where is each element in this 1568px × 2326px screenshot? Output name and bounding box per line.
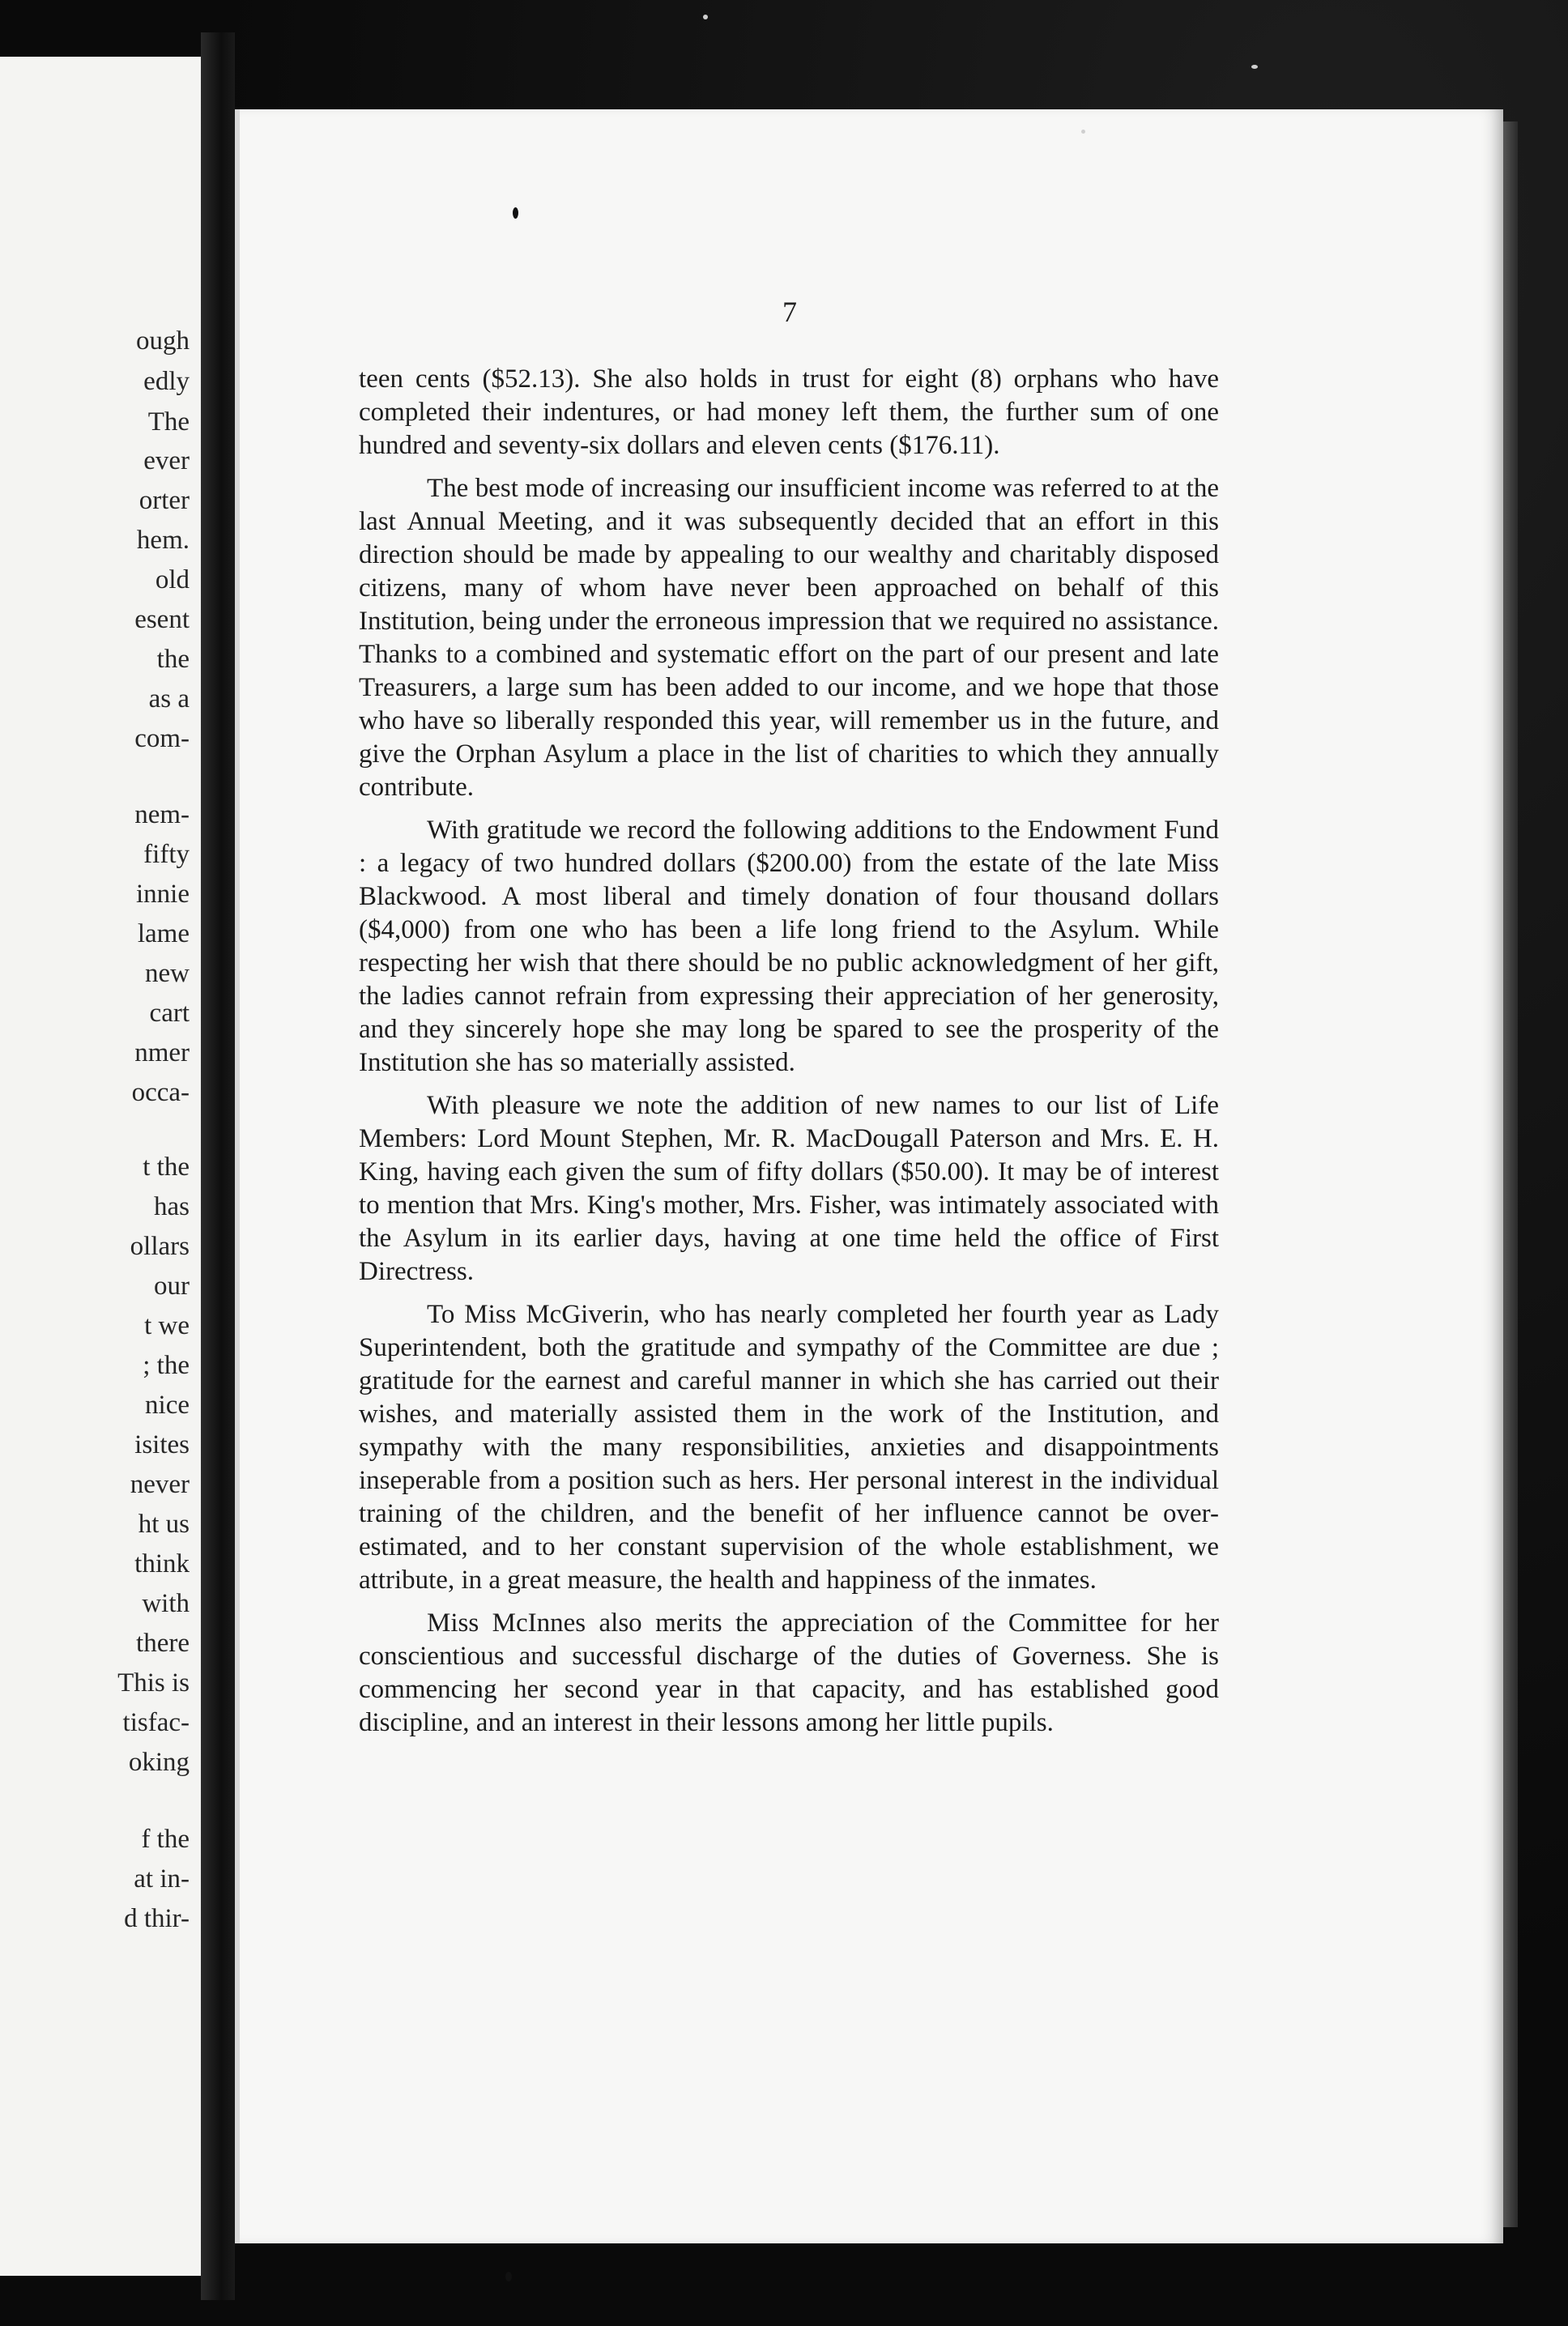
scan-speck [703,15,708,19]
left-page-fragment: isites [134,1430,190,1459]
scan-speck [1251,65,1258,69]
scan-speck [505,2272,512,2281]
left-page-fragment: nice [145,1391,190,1420]
left-page-fragment: edly [143,367,190,396]
scan-speck [1081,130,1085,134]
book-gutter [201,32,235,2300]
paragraph: The best mode of increasing our insufficient income was referred to at the last Annual Meeting, and it was subsequently decided that an effort in this direction should be made by appealing to our wealthy and charitably disposed citizens, many of whom have never been approached on behalf of this Institution, being under the erroneous impression that we required no assistance. Thanks to a combined and systematic effort on the part of our present and late Treasurers, a large sum has been added to our income, and we hope that those who have so liberally responded this year, will remember us in the future, and give the Orphan Asylum a place in the list of charities to which they annually contribute. [359,474,1219,802]
previous-page-edge [0,57,203,2276]
left-page-fragment: innie [136,880,190,909]
left-page-fragment: ever [143,446,190,475]
left-page-fragment: oking [128,1748,190,1777]
body-text [359,363,1219,1740]
left-page-fragment: old [155,565,190,594]
left-page-fragment: t the [143,1152,190,1182]
left-page-fragment: ht us [138,1510,190,1539]
left-page-fragment: hem. [136,526,190,555]
left-page-fragment: ough [136,326,190,356]
paragraph: Miss McInnes also merits the appreciation of the Committee for her conscientious and successful discharge of the duties of Governess. She is commencing her second year in that capacity, and has established good discipline, and an interest in their lessons among her little pupils. [359,1608,1219,1737]
left-page-fragment: with [142,1589,190,1618]
left-page-fragment: This is [117,1668,190,1698]
left-page-fragment: lame [137,919,190,948]
page-number: 7 [782,296,797,328]
left-page-fragment: nmer [134,1038,190,1067]
left-page-fragment: nem- [134,800,190,829]
left-page-fragment: d thir- [124,1904,190,1933]
left-page-fragment: new [145,959,190,988]
left-page-fragment: com- [134,724,190,753]
left-page-fragment: ollars [130,1232,190,1261]
left-page-fragment: t we [144,1311,190,1340]
left-page-fragment: esent [134,605,190,634]
left-page-fragment: has [154,1192,190,1221]
left-page-fragment: occa- [131,1078,190,1107]
left-page-fragment: never [130,1470,190,1499]
left-page-fragment: f the [141,1825,190,1854]
left-page-fragment: tisfac- [122,1708,190,1737]
left-page-fragment: think [134,1549,190,1578]
left-page-fragment: the [156,645,190,674]
left-page-fragment: our [154,1272,190,1301]
left-page-fragment: as a [148,684,190,714]
paragraph: With pleasure we note the addition of new names to our list of Life Members: Lord Mount Stephen, Mr. R. MacDougall Paterson and Mrs. E. H. King, having each given the sum of fifty dollars ($50.00). It may be of interest to mention that Mrs. King's mother, Mrs. Fisher, was intimately associated with the Asylum in its earlier days, having at one time held the office of First Directress. [359,1091,1219,1286]
left-page-fragment: ; the [143,1351,190,1380]
paragraph: With gratitude we record the following additions to the Endowment Fund : a legacy of two hundred dollars ($200.00) from the estate of the late Miss Blackwood. A most liberal and timely donation of four thousand dollars ($4,000) from one who has been a life long friend to the Asylum. While respecting her wish that there should be no public acknowledgment of her gift, the ladies cannot refrain from expressing their appreciation of her generosity, and they sincerely hope she may long be spared to see the prosperity of the Institution she has so materially assisted. [359,816,1219,1077]
left-page-fragment: orter [138,486,190,515]
left-page-fragment: at in- [134,1864,190,1894]
left-page-fragment: fifty [143,840,190,869]
scan-speck [513,207,518,219]
paragraph: teen cents ($52.13). She also holds in trust for eight (8) orphans who have completed their indentures, or had money left them, the further sum of one hundred and seventy-six dollars and eleven cents ($176.11). [359,364,1219,460]
left-page-fragment: cart [149,999,190,1028]
paragraph: To Miss McGiverin, who has nearly completed her fourth year as Lady Superintendent, both the gratitude and sympathy of the Committee are due ; gratitude for the earnest and careful manner in which she has carried out their wishes, and materially assisted them in the work of the Institution, and sympathy with the many responsibilities, anxieties and disappointments inseperable from a position such as hers. Her personal interest in the individual training of the children, and the benefit of her influence cannot be over-estimated, and to her constant supervision of the whole establishment, we attribute, in a great measure, the health and happiness of the inmates. [359,1300,1219,1595]
left-page-fragment: The [147,407,190,437]
left-page-fragment: there [136,1629,190,1658]
